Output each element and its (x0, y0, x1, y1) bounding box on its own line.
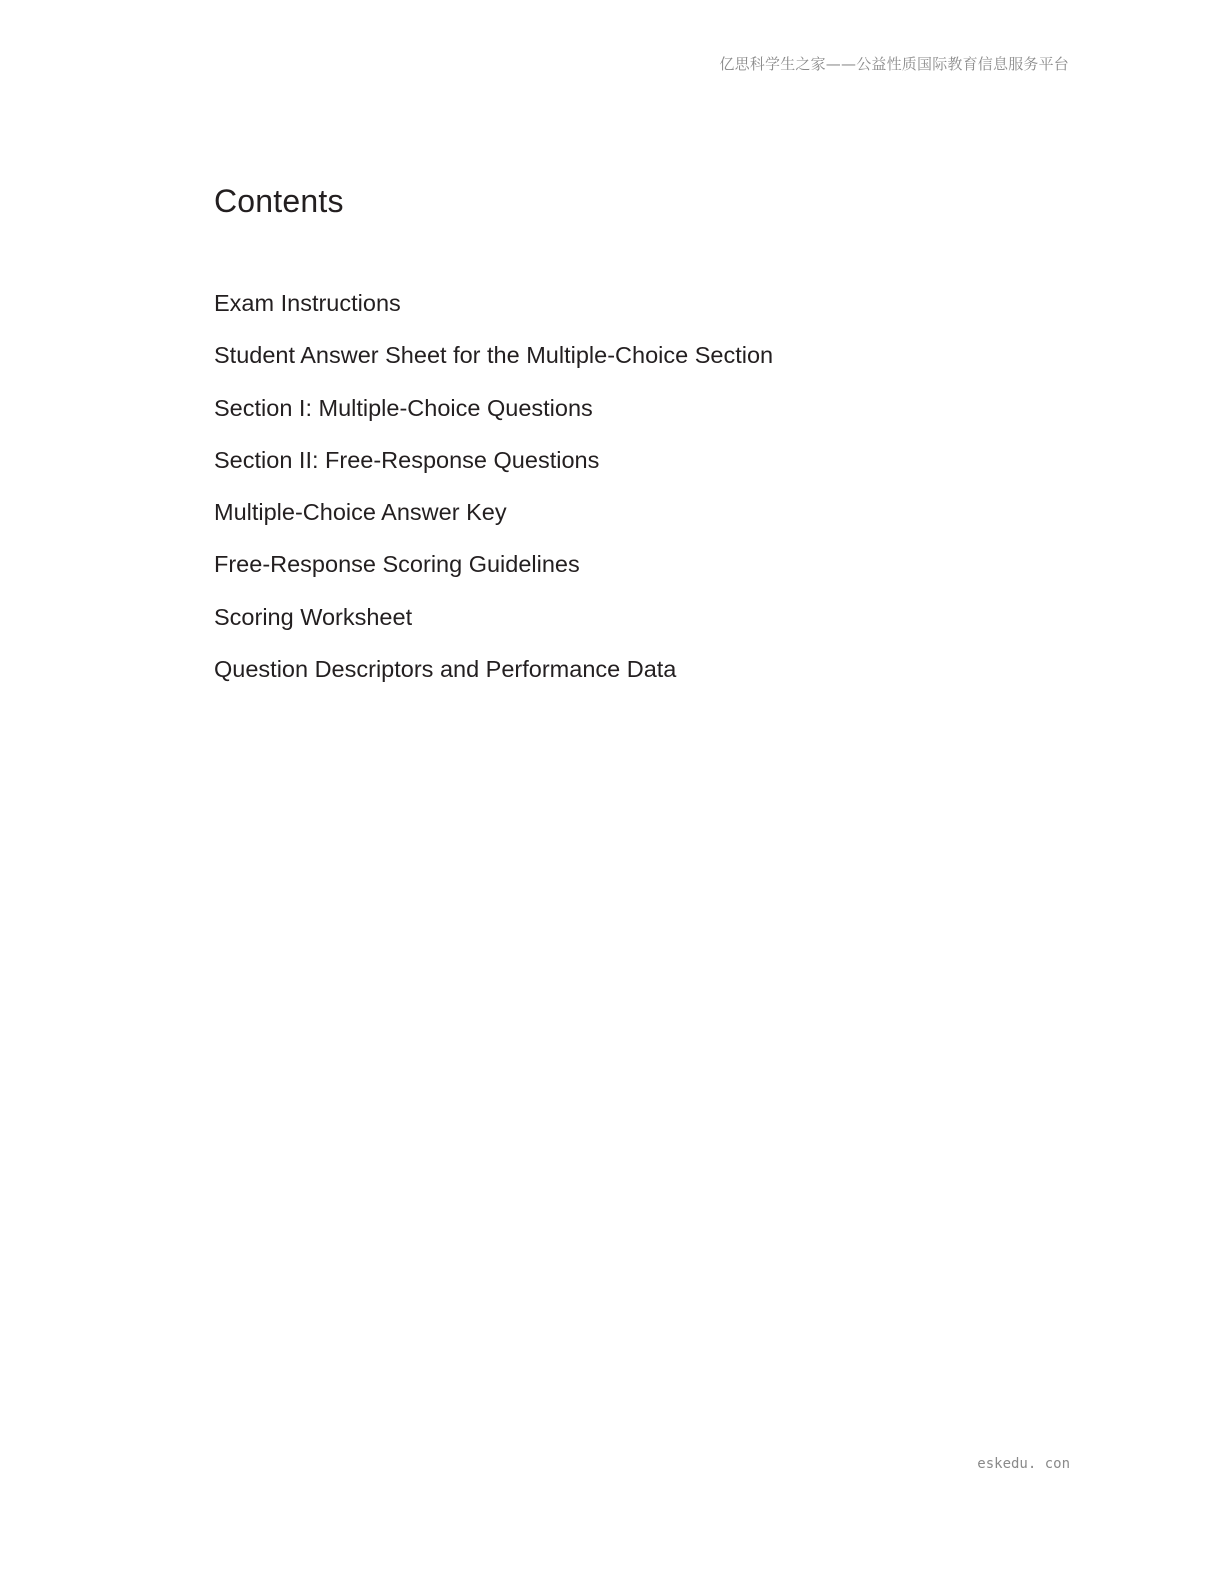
header-watermark: 亿思科学生之家——公益性质国际教育信息服务平台 (719, 55, 1069, 73)
toc-item-exam-instructions[interactable]: Exam Instructions (214, 290, 401, 316)
table-of-contents (214, 287, 773, 705)
toc-item-scoring-worksheet[interactable]: Scoring Worksheet (214, 603, 413, 630)
toc-item-section-2-free-response[interactable]: Section II: Free-Response Questions (214, 446, 600, 473)
toc-item-student-answer-sheet[interactable]: Student Answer Sheet for the Multiple-Choice Section (214, 342, 774, 369)
toc-item-question-descriptors[interactable]: Question Descriptors and Performance Data (214, 656, 677, 683)
footer-site-url: eskedu. con (977, 1456, 1070, 1472)
toc-item-answer-key[interactable]: Multiple-Choice Answer Key (214, 499, 507, 526)
toc-item-scoring-guidelines[interactable]: Free-Response Scoring Guidelines (214, 551, 580, 578)
toc-item-section-1-multiple-choice[interactable]: Section I: Multiple-Choice Questions (214, 394, 593, 421)
page-title: Contents (214, 183, 344, 219)
